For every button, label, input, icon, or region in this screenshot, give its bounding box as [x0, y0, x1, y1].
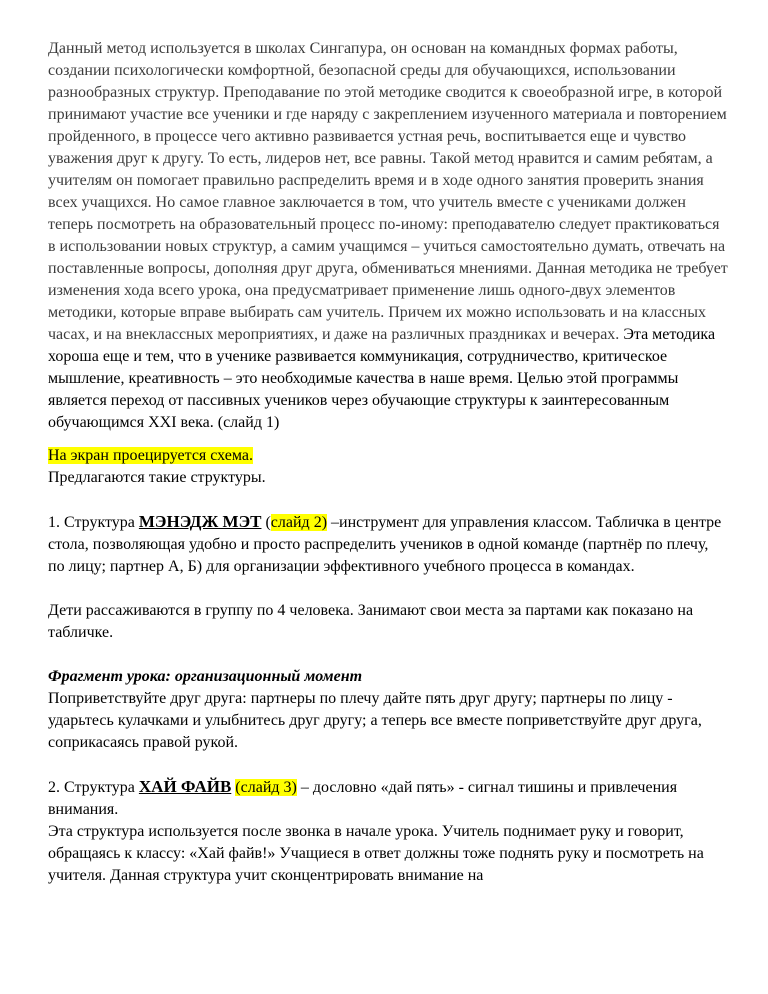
structure2-prefix: 2. Структура — [48, 779, 139, 796]
intro-paragraph — [48, 38, 728, 434]
screen-note-highlight: На экран проецируется схема. — [48, 447, 253, 464]
intro-gray-text: Данный метод используется в школах Сингапура, он основан на командных формах работы, создании психологически комфортной, безопасной среды для обучающихся, использовании разнообразных структур. Преподавание по этой методике сводится к своеобразной игре, в которой принимают участие все ученики и где наряду с закреплением изученного материала и повторением пройденного, в процессе чего активно развивается устная речь, воспитывается еще и чувство уважения друг к другу. То есть, лидеров нет, все равны. Такой метод нравится и самим ребятам, а учителям он помогает правильно распределить время и в ходе одного занятия проверить знания всех учащихся. Но самое главное заключается в том, что учитель вместе с учениками должен теперь посмотреть на образовательный процесс по-иному: преподавателю следует практиковаться в использовании новых структур, а самим учащимся – учиться самостоятельно думать, отвечать на поставленные вопросы, дополняя друг друга, обмениваться мнениями. Данная методика не требует изменения хода всего урока, она предусматривает применение лишь одного-двух элементов методики, которые вправе выбирать сам учитель. Причем их можно использовать и на классных часах, и на внеклассных мероприятиях, и даже на различных праздниках и вечерах. — [48, 40, 728, 343]
structure1-name: МЭНЭДЖ МЭТ — [138, 512, 262, 531]
intro-black-text: Эта методика хороша еще и тем, что в ученике развивается коммуникация, сотрудничество, критическое мышление, креативность – это необходимые качества в наше время. Целью этой программы является переход от пассивных учеников через обучающие структуры к заинтересованным обучающимся XXI века. (слайд 1) — [48, 326, 716, 431]
structure1-description: –инструмент для управления классом. Табличка в центре стола, позволяющая удобно и просто распределить учеников в одной команде (партнёр по плечу, по лицу; партнер А, Б) для организации эффективного учебного процесса в командах. — [48, 514, 722, 575]
structure1-slide-ref: слайд 2) — [270, 514, 328, 531]
structure1-prefix: 1. Структура — [48, 514, 139, 531]
structure2-paragraph — [48, 776, 728, 821]
seating-paragraph: Дети рассаживаются в группу по 4 человека. Занимают свои места за партами как показано на табличке. — [48, 602, 694, 641]
structure2-name: ХАЙ ФАЙВ — [138, 777, 232, 796]
structure1-paragraph — [48, 511, 728, 578]
structure2-text: Эта структура используется после звонка в начале урока. Учитель поднимает руку и говорит, обращаясь к классу: «Хай файв!» Учащиеся в ответ должны тоже поднять руку и посмотреть на учителя. Данная структура учит сконцентрировать внимание на — [48, 823, 704, 884]
structure1-open-paren: ( — [261, 514, 271, 531]
screen-note — [48, 445, 728, 489]
fragment-heading: Фрагмент урока: организационный момент — [48, 668, 363, 685]
screen-note-line2: Предлагаются такие структуры. — [48, 469, 266, 486]
structure2-slide-ref: (слайд 3) — [235, 779, 297, 796]
fragment-paragraph: Поприветствуйте друг друга: партнеры по плечу дайте пять друг другу; партнеры по лицу - ударьтесь кулачками и улыбнитесь друг другу; а теперь все вместе поприветствуйте друг друга, соприкасаясь правой рукой. — [48, 690, 702, 751]
structure2-description: – дословно «дай пять» - сигнал тишины и привлечения внимания. — [48, 779, 678, 818]
document-page — [48, 38, 728, 887]
